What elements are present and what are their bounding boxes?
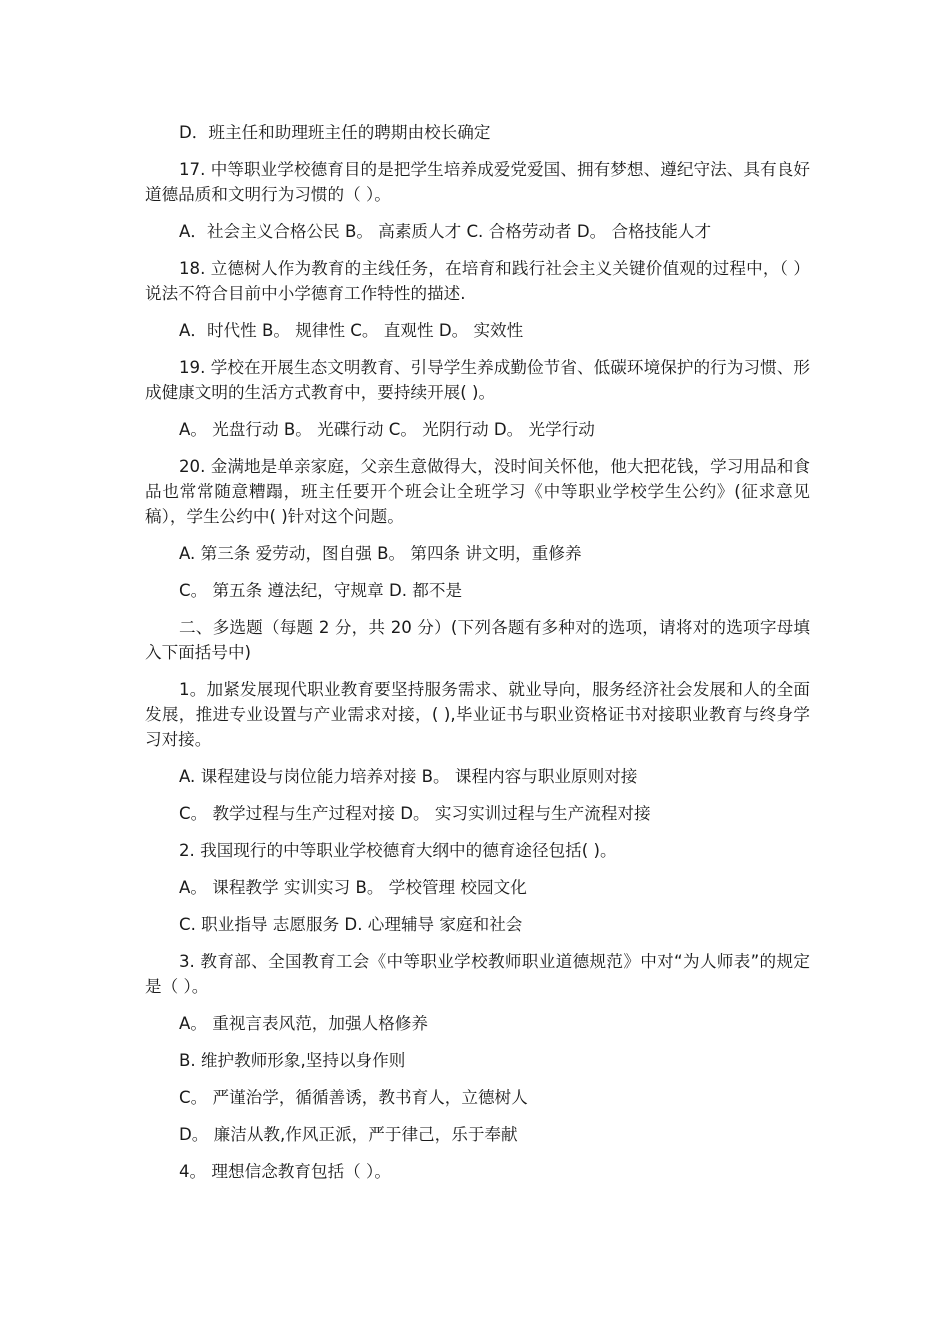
options-18: A．时代性 B。 规律性 C。 直观性 D。 实效性: [179, 321, 524, 340]
document-body: [145, 120, 810, 1196]
mc-option-3-d: D。 廉洁从教,作风正派，严于律己，乐于奉献: [179, 1125, 518, 1144]
options-19: A。 光盘行动 B。 光碟行动 C。 光阴行动 D。 光学行动: [179, 420, 595, 439]
options-17: A．社会主义合格公民 B。 高素质人才 C. 合格劳动者 D。 合格技能人才: [179, 222, 712, 241]
mc-options-2-cd: C. 职业指导 志愿服务 D. 心理辅导 家庭和社会: [179, 915, 523, 934]
mc-option-3-c: C。 严谨治学，循循善诱，教书育人，立德树人: [179, 1088, 528, 1107]
option-line: D．班主任和助理班主任的聘期由校长确定: [179, 123, 491, 142]
section-heading-multiple-choice: 二、多选题（每题 2 分，共 20 分）(下列各题有多种对的选项，请将对的选项字母填入下面括号中): [145, 618, 810, 662]
question-18: 18. 立德树人作为教育的主线任务，在培育和践行社会主义关键价值观的过程中，（ ）说法不符合目前中小学德育工作特性的描述.: [145, 259, 810, 303]
mc-options-1-cd: C。 教学过程与生产过程对接 D。 实习实训过程与生产流程对接: [179, 804, 651, 823]
mc-option-3-b: B. 维护教师形象,坚持以身作则: [179, 1051, 406, 1070]
mc-question-1: 1。加紧发展现代职业教育要坚持服务需求、就业导向，服务经济社会发展和人的全面发展，推进专业设置与产业需求对接，( ),毕业证书与职业资格证书对接职业教育与终身学习对接。: [145, 680, 810, 749]
question-19: 19. 学校在开展生态文明教育、引导学生养成勤俭节省、低碳环境保护的行为习惯、形成健康文明的生活方式教育中，要持续开展( )。: [145, 358, 810, 402]
mc-options-1-ab: A. 课程建设与岗位能力培养对接 B。 课程内容与职业原则对接: [179, 767, 638, 786]
options-20-ab: A. 第三条 爱劳动，图自强 B。 第四条 讲文明，重修养: [179, 544, 582, 563]
mc-options-2-ab: A。 课程教学 实训实习 B。 学校管理 校园文化: [179, 878, 527, 897]
mc-question-4: 4。 理想信念教育包括（ ）。: [179, 1162, 391, 1181]
question-20: 20. 金满地是单亲家庭，父亲生意做得大，没时间关怀他，他大把花钱，学习用品和食品也常常随意糟蹋，班主任要开个班会让全班学习《中等职业学校学生公约》(征求意见稿），学生公约中( )针对这个问题。: [145, 457, 810, 526]
mc-question-3: 3. 教育部、全国教育工会《中等职业学校教师职业道德规范》中对“为人师表”的规定是（ ）。: [145, 952, 810, 996]
options-20-cd: C。 第五条 遵法纪，守规章 D. 都不是: [179, 581, 463, 600]
mc-option-3-a: A。 重视言表风范，加强人格修养: [179, 1014, 428, 1033]
mc-question-2: 2. 我国现行的中等职业学校德育大纲中的德育途径包括( )。: [179, 841, 617, 860]
question-17: 17. 中等职业学校德育目的是把学生培养成爱党爱国、拥有梦想、遵纪守法、具有良好道德品质和文明行为习惯的（ ）。: [145, 160, 810, 204]
